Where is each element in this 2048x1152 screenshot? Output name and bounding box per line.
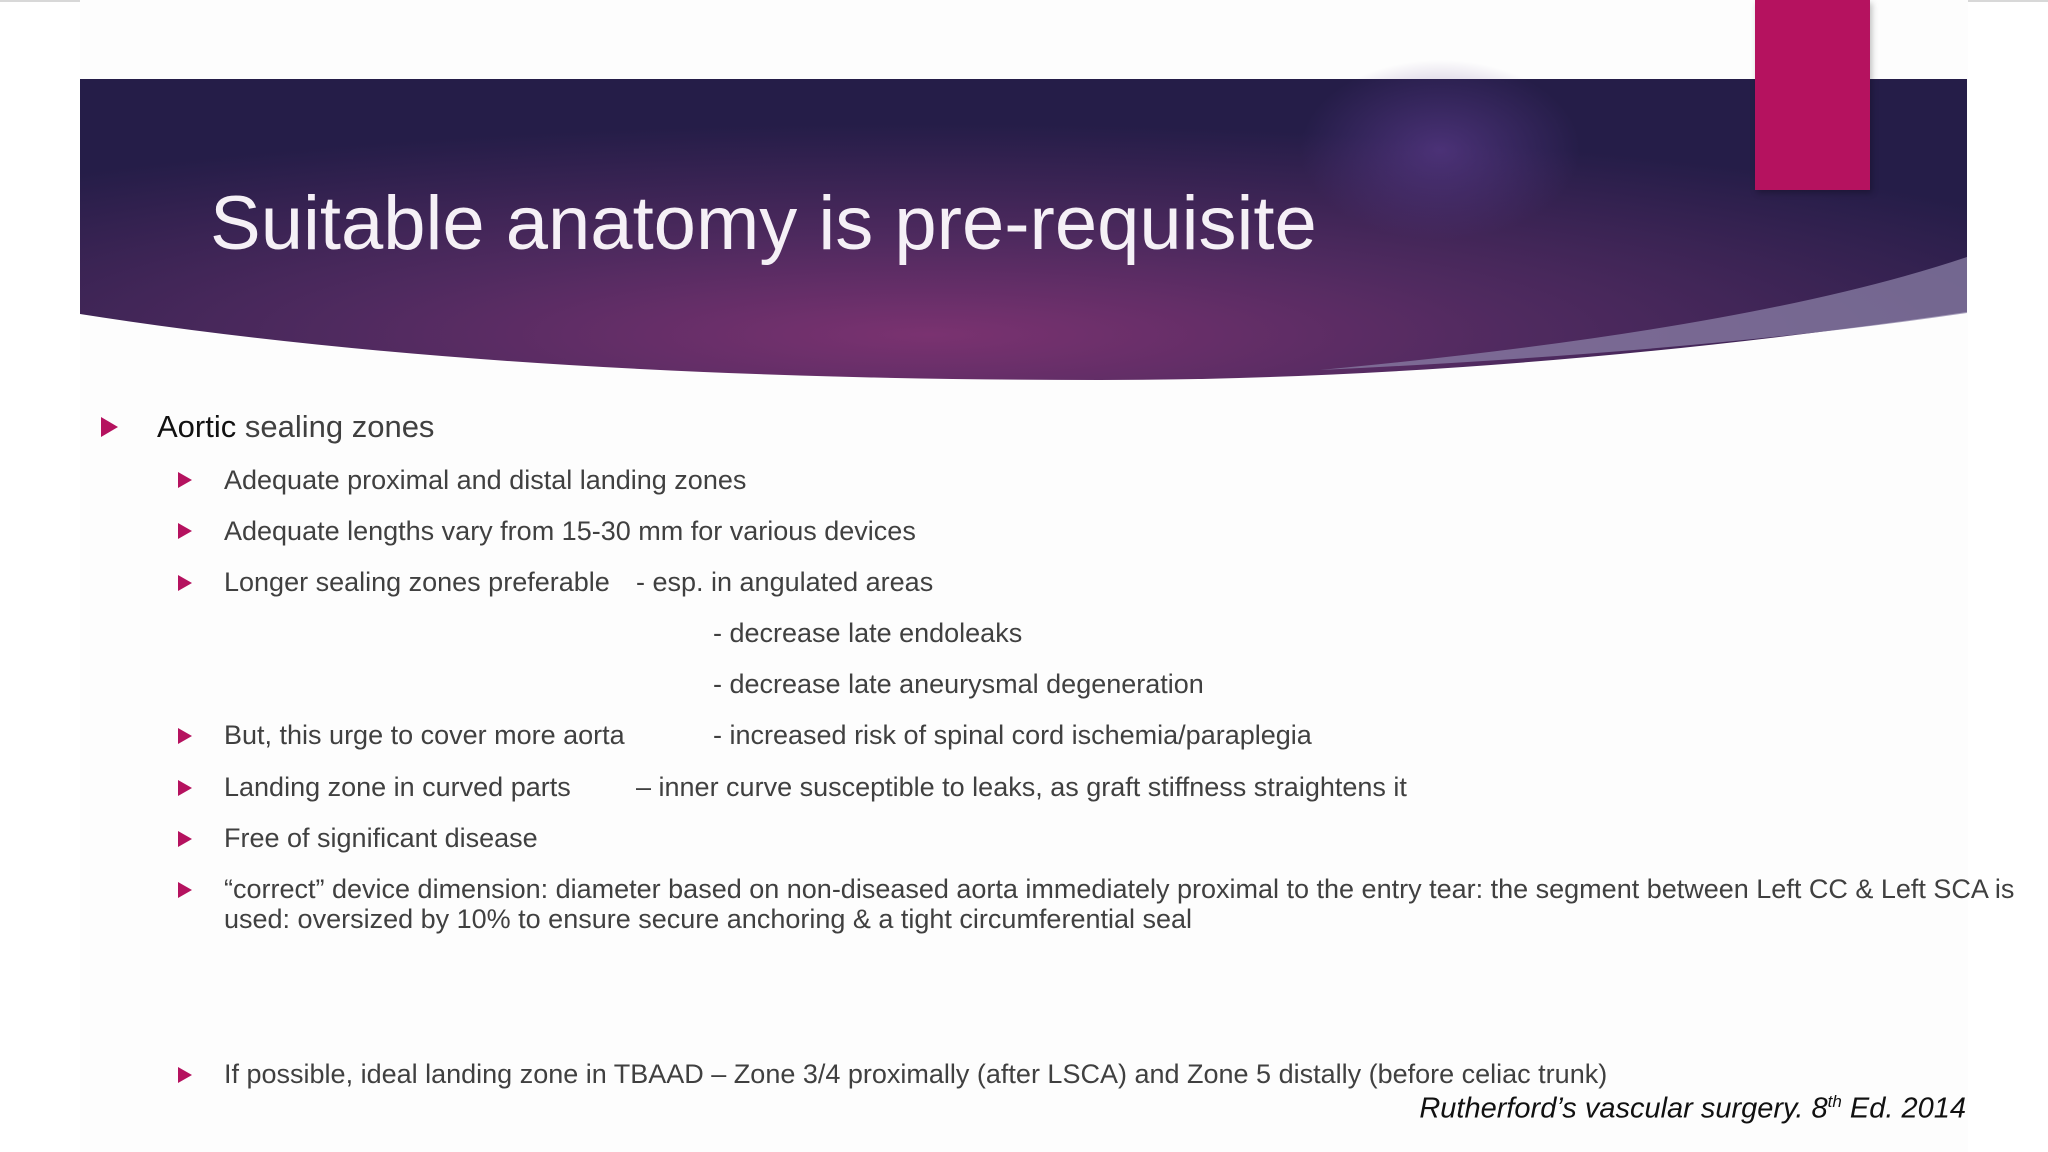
bullet-marker [101, 417, 118, 437]
main-bullet [157, 409, 434, 445]
main-bullet-strong: Aortic [157, 409, 237, 444]
citation [1419, 1092, 1966, 1126]
citation-text-end: Ed. 2014 [1841, 1092, 1966, 1125]
main-bullet-rest: sealing zones [236, 409, 435, 444]
list-item: If possible, ideal landing zone in TBAAD – Zone 3/4 proximally (after LSCA) and Zone 5 distally (before celiac trunk) [224, 1059, 1608, 1089]
list-item-note: - decrease late endoleaks [713, 618, 1023, 648]
bullet-marker [178, 882, 192, 898]
accent-tab [1755, 0, 1870, 190]
list-item-note: - increased risk of spinal cord ischemia/paraplegia [713, 720, 1312, 750]
list-item-note: – inner curve susceptible to leaks, as graft stiffness straightens it [636, 772, 1407, 802]
list-item: Adequate lengths vary from 15-30 mm for various devices [224, 516, 916, 546]
list-item: “correct” device dimension: diameter based on non-diseased aorta immediately proximal to the entry tear: the segment between Left CC & Left SCA is used: oversized by 10% to ensure secure anchoring & a tight circumferential seal [224, 874, 2015, 934]
list-item: Free of significant disease [224, 823, 538, 853]
list-item: But, this urge to cover more aorta [224, 720, 625, 750]
citation-sup: th [1827, 1092, 1842, 1111]
bullet-marker [178, 1067, 192, 1083]
bullet-marker [178, 472, 192, 488]
list-item: Longer sealing zones preferable [224, 567, 610, 597]
bullet-marker [178, 728, 192, 744]
bullet-marker [178, 575, 192, 591]
list-item-note: - esp. in angulated areas [636, 567, 934, 597]
list-item: Adequate proximal and distal landing zones [224, 465, 747, 495]
citation-text: Rutherford’s vascular surgery. 8 [1419, 1092, 1828, 1125]
slide-title: Suitable anatomy is pre-requisite [210, 181, 1317, 266]
bullet-marker [178, 523, 192, 539]
list-item: Landing zone in curved parts [224, 772, 571, 802]
bullet-marker [178, 831, 192, 847]
bullet-marker [178, 780, 192, 796]
list-item-note: - decrease late aneurysmal degeneration [713, 669, 1204, 699]
